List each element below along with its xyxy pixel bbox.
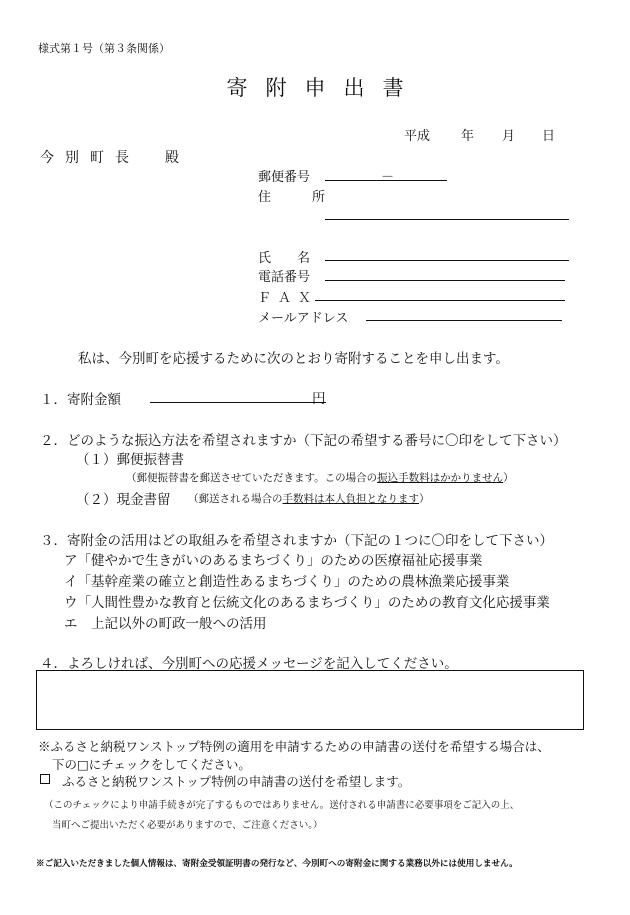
- section1-unit: 円: [312, 391, 326, 407]
- email-field[interactable]: [366, 320, 562, 321]
- phone-label: 電話番号: [258, 270, 311, 285]
- postal-code-dash: －: [381, 170, 395, 185]
- intro-text: 私は、今別町を応援するために次のとおり寄附することを申し出ます。: [78, 351, 509, 367]
- privacy-note: ※ご記入いただきました個人情報は、寄附金受領証明書の発行など、今別町への寄附金に関する業務以外には使用しません。: [36, 859, 518, 869]
- date-year: 年: [461, 129, 475, 144]
- section2-question: ２．どのような振込方法を希望されますか（下記の希望する番号に〇印をして下さい）: [40, 433, 567, 449]
- section1-label: １．寄附金額: [40, 392, 121, 408]
- address-field[interactable]: [325, 219, 569, 220]
- email-label: メールアドレス: [258, 311, 349, 326]
- phone-field[interactable]: [325, 280, 565, 281]
- address-label: 住 所: [258, 190, 340, 205]
- page-title: 寄附申出書: [226, 76, 422, 100]
- usage-option[interactable]: ウ「人間性豊かな教育と伝統文化のあるまちづくり」のための教育文化応援事業: [64, 595, 550, 611]
- onestop-checkbox[interactable]: [40, 774, 50, 784]
- date-month: 月: [502, 129, 516, 144]
- name-field[interactable]: [325, 260, 569, 261]
- onestop-caution-line1: （このチェックにより申請手続きが完了するものではありません。送付される申請書に必要事項をご記入の上、: [44, 800, 520, 811]
- section4-question: ４．よろしければ、今別町への応援メッセージを記入してください。: [40, 656, 458, 672]
- support-message-box[interactable]: [36, 670, 584, 730]
- payment-option-cash-note: （郵送される場合の手数料は本人負担となります）: [188, 493, 430, 505]
- usage-option[interactable]: エ 上記以外の町政一般への活用: [64, 616, 267, 632]
- usage-option[interactable]: ア「健やかで生きがいのあるまちづくり」のための医療福祉応援事業: [64, 553, 483, 569]
- postal-code-label: 郵便番号: [258, 170, 311, 185]
- onestop-checkbox-label: ふるさと納税ワンストップ特例の申請書の送付を希望します。: [62, 774, 411, 789]
- donation-amount-field[interactable]: [150, 402, 326, 403]
- usage-option[interactable]: イ「基幹産業の確立と創造性あるまちづくり」のための農林漁業応援事業: [64, 574, 510, 590]
- form-id: 様式第１号（第３条関係）: [38, 42, 170, 55]
- name-label: 氏 名: [258, 251, 311, 266]
- onestop-caution-line2: 当町へご提出いただく必要がありますので、ご注意ください。）: [52, 820, 323, 831]
- payment-option-postal-transfer[interactable]: （１）郵便振替書: [76, 452, 184, 468]
- fax-field[interactable]: [315, 300, 565, 301]
- date-era: 平成: [404, 129, 431, 144]
- onestop-note-line2: 下の□にチェックをしてください。: [52, 757, 251, 772]
- section3-question: ３．寄附金の活用はどの取組みを希望されますか（下記の１つに〇印をして下さい）: [40, 533, 553, 549]
- onestop-note-line1: ※ふるさと納税ワンストップ特例の適用を申請するための申請書の送付を希望する場合は、: [38, 739, 550, 754]
- fax-label: ＦＡＸ: [258, 291, 319, 306]
- date-day: 日: [542, 129, 556, 144]
- payment-option-postal-note: （郵便振替書を郵送させていただきます。この場合の振込手数料はかかりません）: [126, 472, 514, 484]
- payment-option-registered-cash[interactable]: （２）現金書留: [76, 492, 171, 508]
- addressee: 今別町長 殿: [40, 150, 190, 166]
